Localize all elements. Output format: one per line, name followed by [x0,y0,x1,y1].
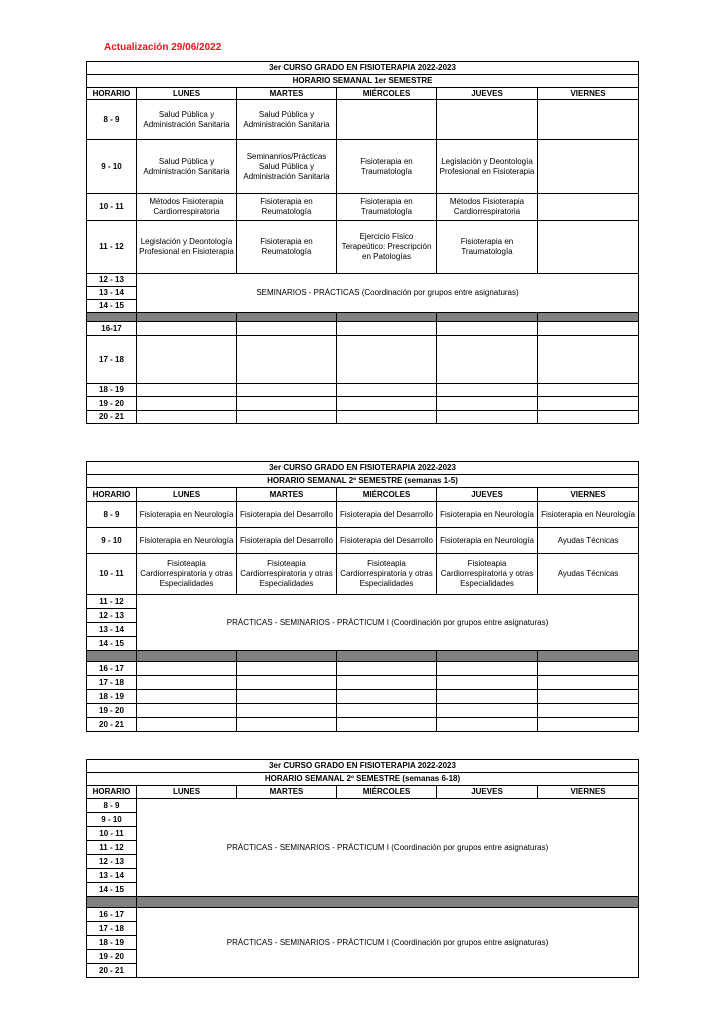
class-cell: Salud Pública y Administración Sanitaria [137,140,237,194]
hour-cell: 14 - 15 [87,300,137,313]
header-miercoles: MIÉRCOLES [337,786,437,799]
class-cell: Fisioterapia en Neurología [437,528,538,554]
hour-cell: 12 - 13 [87,274,137,287]
hour-cell: 8 - 9 [87,100,137,140]
update-date: Actualización 29/06/2022 [104,42,222,53]
table-title: 3er CURSO GRADO EN FISIOTERAPIA 2022-2023 [87,760,639,773]
hour-cell: 16 - 17 [87,662,137,676]
header-miercoles: MIÉRCOLES [337,88,437,100]
header-martes: MARTES [237,488,337,502]
class-cell: Fisioterapia en Neurología [538,502,639,528]
hour-cell: 18 - 19 [87,936,137,950]
hour-cell: 16 - 17 [87,908,137,922]
hour-cell: 17 - 18 [87,336,137,384]
schedule-table-semester-2-weeks-6-18 [86,759,639,978]
class-cell: Ayudas Técnicas [538,528,639,554]
class-cell: Seminanrios/Prácticas Salud Pública y Administración Sanitaria [237,140,337,194]
merged-activity-cell: PRÁCTICAS - SEMINARIOS - PRÁCTICUM I (Coordinación por grupos entre asignaturas) [137,908,639,978]
class-cell: Fisioteapia Cardiorrespiratoria y otras Especialidades [137,554,237,595]
class-cell: Fisioterapia en Reumatología [237,221,337,274]
class-cell: Fisioterapia del Desarrollo [337,502,437,528]
table-row [87,502,639,528]
hour-cell: 11 - 12 [87,595,137,609]
class-cell [337,100,437,140]
hour-cell: 17 - 18 [87,676,137,690]
table-row [87,140,639,194]
table-row [87,528,639,554]
header-horario: HORARIO [87,88,137,100]
table-subtitle: HORARIO SEMANAL 1er SEMESTRE [87,75,639,88]
hour-cell: 16-17 [87,322,137,336]
hour-cell: 20 - 21 [87,718,137,732]
schedule-table-semester-1 [86,61,639,424]
class-cell: Fisioterapia en Traumatología [437,221,538,274]
class-cell [538,194,639,221]
table-title: 3er CURSO GRADO EN FISIOTERAPIA 2022-2023 [87,462,639,475]
class-cell: Salud Pública y Administración Sanitaria [137,100,237,140]
hour-cell: 19 - 20 [87,704,137,718]
header-miercoles: MIÉRCOLES [337,488,437,502]
merged-activity-cell: SEMINARIOS - PRÁCTICAS (Coordinación por grupos entre asignaturas) [137,274,639,313]
class-cell: Legislación y Deontología Profesional en Fisioterapia [137,221,237,274]
hour-cell: 10 - 11 [87,827,137,841]
hour-cell: 10 - 11 [87,554,137,595]
table-title: 3er CURSO GRADO EN FISIOTERAPIA 2022-2023 [87,62,639,75]
header-viernes: VIERNES [538,786,639,799]
class-cell: Métodos Fisioterapia Cardiorrespiratoria [137,194,237,221]
class-cell: Fisioterapia del Desarrollo [337,528,437,554]
hour-cell: 12 - 13 [87,609,137,623]
table-row [87,100,639,140]
merged-activity-cell: PRÁCTICAS - SEMINARIOS - PRÁCTICUM I (Coordinación por grupos entre asignaturas) [137,595,639,651]
header-horario: HORARIO [87,488,137,502]
table-subtitle: HORARIO SEMANAL 2º SEMESTRE (semanas 6-18) [87,773,639,786]
hour-cell: 20 - 21 [87,964,137,978]
merged-activity-cell: PRÁCTICAS - SEMINARIOS - PRÁCTICUM I (Coordinación por grupos entre asignaturas) [137,799,639,897]
break-row [87,651,639,662]
class-cell: Fisioterapia en Reumatología [237,194,337,221]
class-cell: Fisioterapia del Desarrollo [237,502,337,528]
hour-cell: 13 - 14 [87,287,137,300]
class-cell: Fisioteapia Cardiorrespiratoria y otras Especialidades [337,554,437,595]
break-row [87,897,639,908]
hour-cell: 8 - 9 [87,502,137,528]
header-lunes: LUNES [137,88,237,100]
class-cell: Fisioterapia en Neurología [437,502,538,528]
class-cell: Fisioterapia en Neurología [137,528,237,554]
hour-cell: 13 - 14 [87,869,137,883]
header-jueves: JUEVES [437,786,538,799]
class-cell: Fisioterapia en Traumatología [337,194,437,221]
class-cell [538,140,639,194]
header-jueves: JUEVES [437,88,538,100]
hour-cell: 18 - 19 [87,690,137,704]
class-cell: Ayudas Técnicas [538,554,639,595]
hour-cell: 18 - 19 [87,384,137,397]
class-cell: Fisioteapia Cardiorrespiratoria y otras Especialidades [437,554,538,595]
class-cell: Métodos Fisioterapia Cardiorrespiratoria [437,194,538,221]
hour-cell: 9 - 10 [87,528,137,554]
hour-cell: 20 - 21 [87,411,137,424]
break-row [87,313,639,322]
class-cell [538,221,639,274]
header-lunes: LUNES [137,786,237,799]
class-cell [538,100,639,140]
class-cell [437,100,538,140]
hour-cell: 19 - 20 [87,397,137,411]
class-cell: Fisioterapia en Neurología [137,502,237,528]
hour-cell: 12 - 13 [87,855,137,869]
header-martes: MARTES [237,786,337,799]
header-lunes: LUNES [137,488,237,502]
header-viernes: VIERNES [538,88,639,100]
class-cell: Salud Pública y Administración Sanitaria [237,100,337,140]
class-cell: Legislación y Deontología Profesional en Fisioterapia [437,140,538,194]
table-row [87,554,639,595]
class-cell: Fisioteapia Cardiorrespiratoria y otras Especialidades [237,554,337,595]
class-cell: Fisioterapia en Traumatología [337,140,437,194]
hour-cell: 8 - 9 [87,799,137,813]
hour-cell: 9 - 10 [87,140,137,194]
schedule-table-semester-2-weeks-1-5 [86,461,639,732]
table-row [87,194,639,221]
header-horario: HORARIO [87,786,137,799]
hour-cell: 11 - 12 [87,841,137,855]
hour-cell: 10 - 11 [87,194,137,221]
table-row [87,221,639,274]
class-cell: Fisioterapia del Desarrollo [237,528,337,554]
hour-cell: 14 - 15 [87,883,137,897]
hour-cell: 9 - 10 [87,813,137,827]
class-cell: Ejercicio Físico Terapeútico: Prescripción en Patologías [337,221,437,274]
hour-cell: 17 - 18 [87,922,137,936]
hour-cell: 19 - 20 [87,950,137,964]
hour-cell: 14 - 15 [87,637,137,651]
header-jueves: JUEVES [437,488,538,502]
table-subtitle: HORARIO SEMANAL 2º SEMESTRE (semanas 1-5) [87,475,639,488]
header-viernes: VIERNES [538,488,639,502]
hour-cell: 13 - 14 [87,623,137,637]
header-martes: MARTES [237,88,337,100]
hour-cell: 11 - 12 [87,221,137,274]
